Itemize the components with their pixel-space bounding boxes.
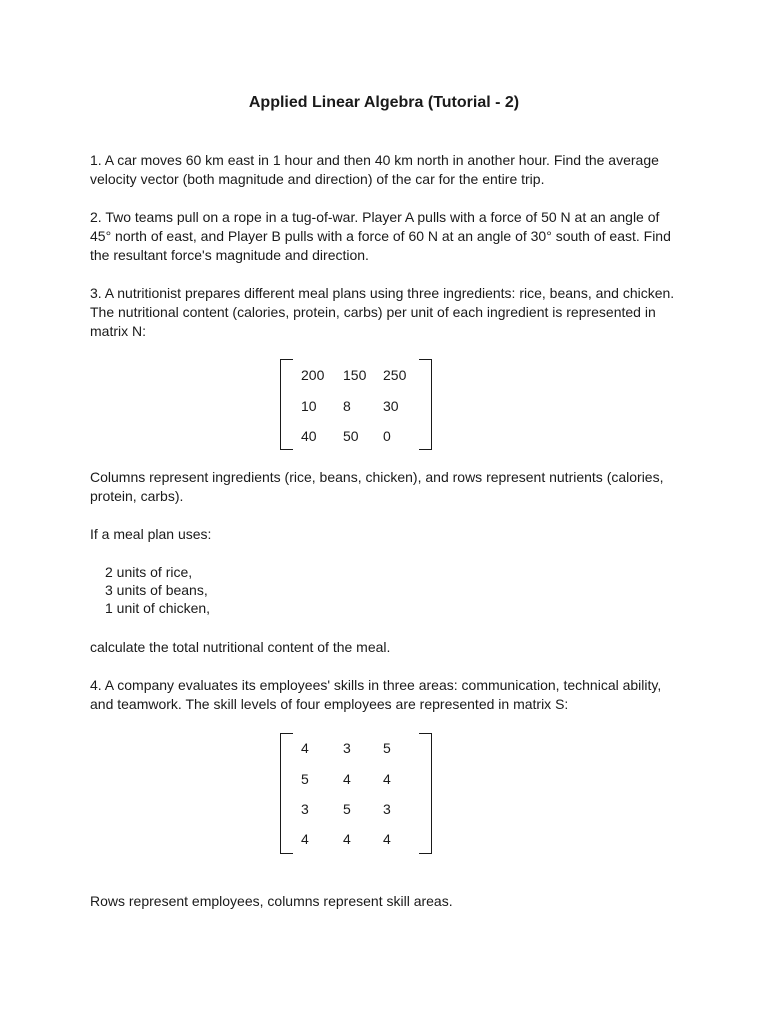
matrix-s-cell: 4 <box>383 831 391 847</box>
matrix-s-cell: 5 <box>301 771 309 787</box>
question-3-text: 3. A nutritionist prepares different meal plans using three ingredients: rice, beans, and chicken. The nutritional content (calories, protein, carbs) per unit of each ingredient is represented in matrix N: <box>90 285 675 339</box>
meal-plan-item: 1 unit of chicken, <box>105 600 211 616</box>
meal-plan-item: 2 units of rice, <box>105 564 193 580</box>
question-3-note: Columns represent ingredients (rice, beans, chicken), and rows represent nutrients (calories, protein, carbs). <box>90 469 664 504</box>
matrix-n-left-bracket <box>280 359 293 450</box>
matrix-s-cell: 4 <box>301 740 309 756</box>
question-3-if: If a meal plan uses: <box>90 526 212 542</box>
question-1-text: 1. A car moves 60 km east in 1 hour and then 40 km north in another hour. Find the average velocity vector (both magnitude and direction) of the car for the entire trip. <box>90 152 659 187</box>
matrix-s-cell: 4 <box>343 831 351 847</box>
matrix-n-cell: 0 <box>383 428 391 444</box>
matrix-s-cell: 3 <box>301 801 309 817</box>
matrix-s-left-bracket <box>280 733 293 854</box>
matrix-n-cell: 250 <box>383 367 407 383</box>
matrix-s-cell: 4 <box>343 771 351 787</box>
question-4-text: 4. A company evaluates its employees' skills in three areas: communication, technical ability, and teamwork. The skill levels of four employees are represented in matrix S: <box>90 677 662 712</box>
matrix-n <box>280 359 432 450</box>
matrix-n-cell: 30 <box>383 398 399 414</box>
question-2-text: 2. Two teams pull on a rope in a tug-of-war. Player A pulls with a force of 50 N at an angle of 45° north of east, and Player B pulls with a force of 60 N at an angle of 30° south of east. Find the resultant force's magnitude and direction. <box>90 209 671 263</box>
matrix-n-cell: 10 <box>301 398 317 414</box>
matrix-n-cell: 8 <box>343 398 351 414</box>
matrix-n-cell: 150 <box>343 367 367 383</box>
question-4-note: Rows represent employees, columns represent skill areas. <box>90 893 453 909</box>
meal-plan-item: 3 units of beans, <box>105 582 208 598</box>
question-3-calc: calculate the total nutritional content of the meal. <box>90 639 391 655</box>
matrix-n-right-bracket <box>419 359 432 450</box>
matrix-s-cell: 4 <box>301 831 309 847</box>
page-title: Applied Linear Algebra (Tutorial - 2) <box>248 94 520 111</box>
matrix-s-right-bracket <box>419 733 432 854</box>
matrix-s <box>280 733 432 854</box>
matrix-n-cell: 40 <box>301 428 317 444</box>
matrix-s-cell: 5 <box>383 740 391 756</box>
matrix-s-cell: 3 <box>343 740 351 756</box>
matrix-n-cell: 200 <box>301 367 325 383</box>
matrix-n-cell: 50 <box>343 428 359 444</box>
matrix-s-cell: 4 <box>383 771 391 787</box>
matrix-s-cell: 3 <box>383 801 391 817</box>
matrix-s-cell: 5 <box>343 801 351 817</box>
